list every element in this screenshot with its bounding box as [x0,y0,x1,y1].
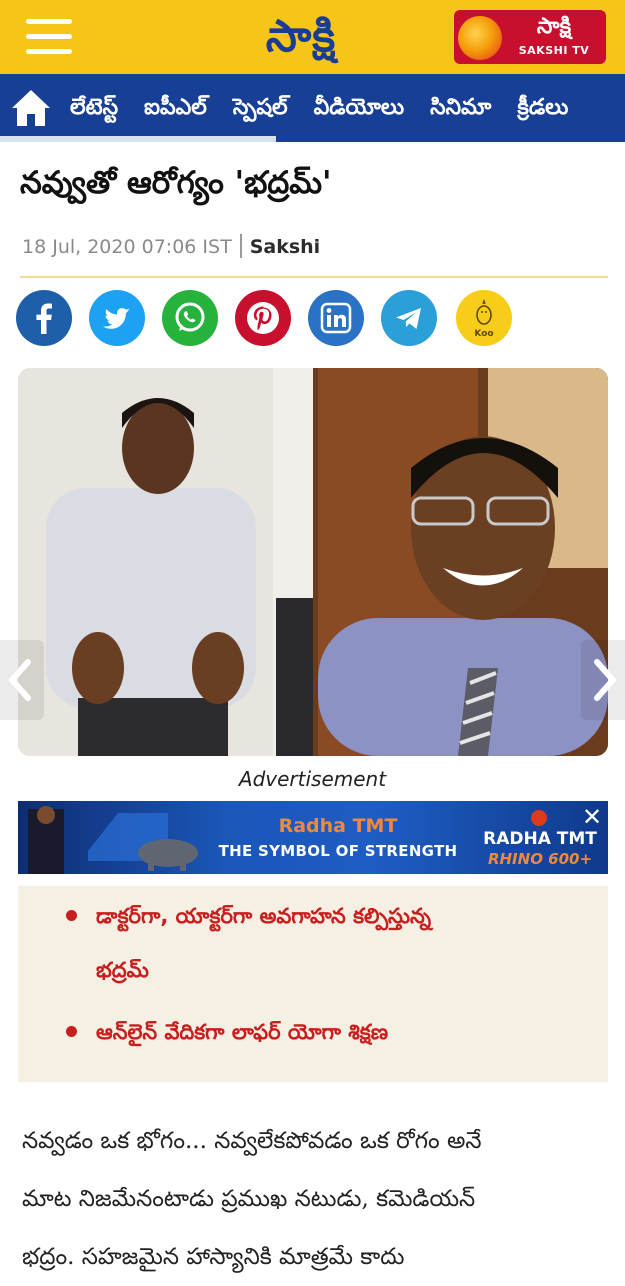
pinterest-icon[interactable] [235,290,291,346]
sakshi-logo[interactable]: సాక్షి [265,11,337,62]
bullet-icon [66,910,77,921]
article-title: నవ్వుతో ఆరోగ్యం 'భద్రమ్' [20,165,332,201]
koo-icon[interactable] [456,290,512,346]
nav-item-latest[interactable]: లేటెస్ట్ [70,95,119,120]
body-line: మాట నిజమేనంటాడు ప్రముఖ నటుడు, కమెడియన్‌ [22,1186,476,1212]
twitter-icon[interactable] [89,290,145,346]
nav-items [70,74,625,142]
ad-close-icon[interactable]: ✕ [581,803,603,831]
body-line: నవ్వడం ఒక భోగం... నవ్వలేకపోవడం ఒక రోగం అనే [22,1128,482,1154]
article-body [22,1112,600,1286]
tv-logo-subtitle: SAKSHI TV [518,44,590,57]
ad-brand: RADHA TMT [483,829,597,849]
ad-banner[interactable] [18,801,608,874]
ad-model: RHINO 600+ [487,850,593,868]
ad-headline: Radha TMT [278,815,398,837]
home-icon[interactable] [8,86,54,130]
menu-icon[interactable] [26,19,72,55]
advertisement-label: Advertisement [238,767,387,791]
body-line: భద్రం. సహజమైన హాస్యానికి మాత్రమే కాదు [22,1244,405,1270]
highlight-item: ఆన్‌లైన్‌ వేదికగా లాఫర్‌ యోగా శిక్షణ [96,1020,389,1044]
divider [20,276,608,278]
sun-icon [458,16,502,60]
telegram-icon[interactable] [381,290,437,346]
tv-logo-title: సాక్షి [536,14,572,39]
carousel-next-button[interactable] [581,640,625,720]
sakshi-tv-logo[interactable] [454,10,606,64]
nav-item-videos[interactable]: వీడియోలు [313,95,405,120]
article-date: 18 Jul, 2020 07:06 IST [22,236,232,258]
highlight-item-line1: డాక్టర్‌గా, యాక్టర్‌గా అవగాహన కల్పిస్తున్న [96,904,431,928]
category-nav [0,74,625,142]
carousel-prev-button[interactable] [0,640,44,720]
ad-tagline: THE SYMBOL OF STRENGTH [218,842,458,860]
facebook-icon[interactable] [16,290,72,346]
nav-item-sports[interactable]: క్రీడలు [517,95,569,120]
linkedin-icon[interactable] [308,290,364,346]
highlights-box [18,886,608,1082]
koo-label: Koo [474,329,494,339]
article-meta [22,232,320,262]
highlight-item-line2: భద్రమ్ [96,958,149,982]
nav-item-ipl[interactable]: ఐపీఎల్ [144,95,207,120]
whatsapp-icon[interactable] [162,290,218,346]
bullet-icon [66,1026,77,1037]
nav-item-special[interactable]: స్పెషల్ [232,95,288,120]
article-author[interactable]: Sakshi [249,236,321,258]
article-photo[interactable] [18,368,608,756]
nav-scroll-indicator [0,136,276,142]
nav-item-cinema[interactable]: సినిమా [430,95,492,120]
meta-divider [240,234,242,258]
top-header [0,0,625,74]
